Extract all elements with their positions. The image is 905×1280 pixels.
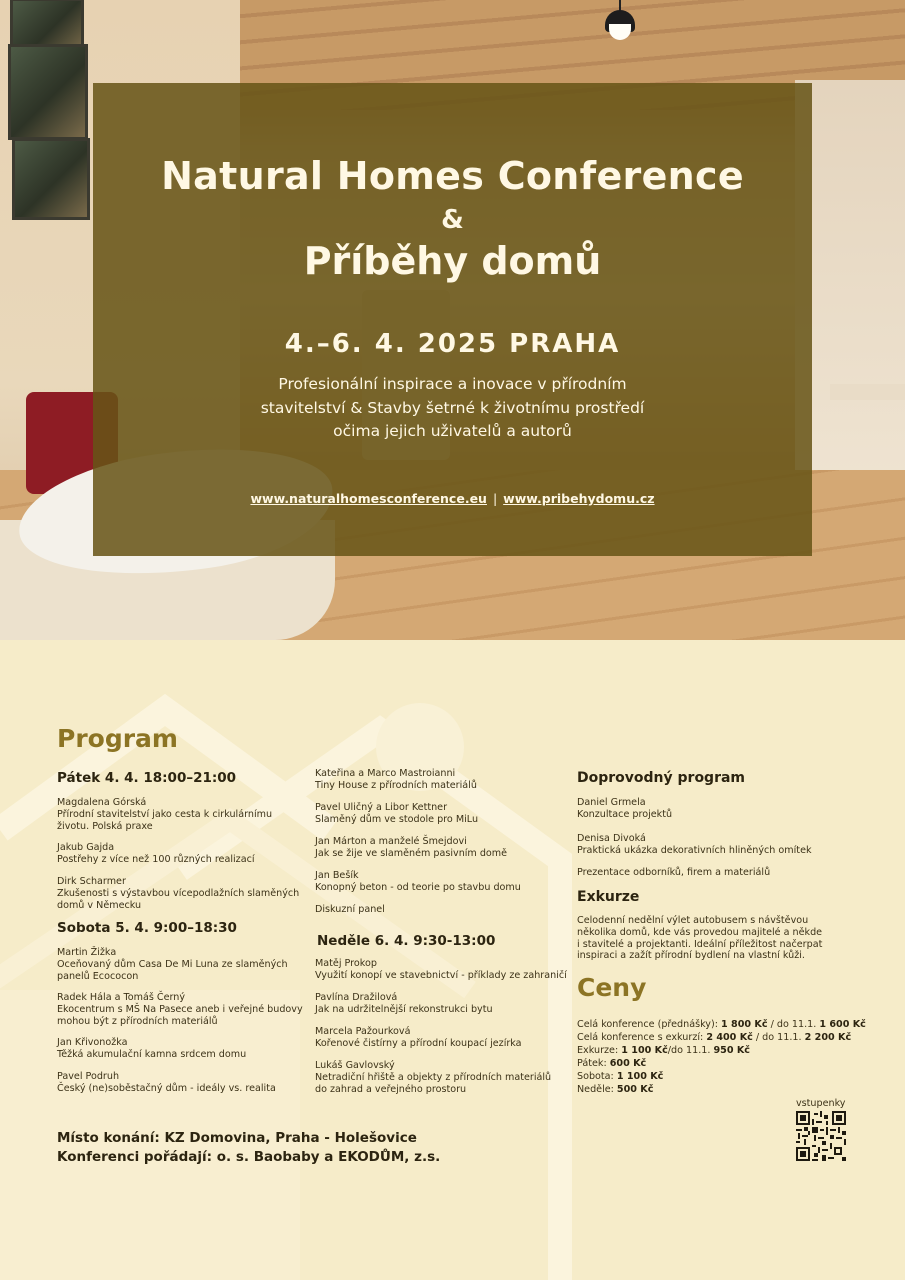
program-heading: Program	[57, 724, 178, 753]
program-entry	[57, 842, 255, 866]
qr-code-icon[interactable]	[796, 1111, 846, 1161]
talk-title: do zahrad a veřejného prostoru	[315, 1083, 467, 1095]
price-row: Exkurze: 1 100 Kč/do 11.1. 950 Kč	[577, 1045, 750, 1056]
accompanying-entry	[577, 867, 770, 879]
program-entry	[57, 797, 272, 832]
link-pribehydomu[interactable]: www.pribehydomu.cz	[503, 491, 655, 506]
talk-title: Zkušenosti s výstavbou vícepodlažních slaměných	[57, 887, 300, 899]
speaker-name: Jakub Gajda	[57, 842, 115, 853]
subtitle-line: očima jejich uživatelů a autorů	[333, 422, 572, 440]
price-row: Celá konference (přednášky): 1 800 Kč / do 11.1. 1 600 Kč	[577, 1019, 866, 1030]
program-entry	[315, 802, 478, 826]
talk-title: Konopný beton - od teorie po stavbu domu	[315, 881, 521, 893]
speaker-name: Daniel Grmela	[577, 797, 646, 808]
program-entry	[315, 836, 507, 860]
talk-title: Jak na udržitelnější rekonstrukci bytu	[315, 1003, 493, 1015]
speaker-name: Kateřina a Marco Mastroianni	[315, 768, 456, 779]
speaker-name: Matěj Prokop	[315, 958, 377, 969]
talk-title: Tiny House z přírodních materiálů	[315, 779, 477, 791]
subtitle-line: stavitelství & Stavby šetrné k životnímu prostředí	[260, 398, 645, 417]
organizers-info: Konferenci pořádají: o. s. Baobaby a EKODŮM, z.s.	[57, 1149, 441, 1165]
discussion-panel: Diskuzní panel	[315, 904, 385, 915]
talk-title: Využití konopí ve stavebnictví - příklady ze zahraničí	[315, 969, 567, 981]
talk-title: Český (ne)soběstačný dům - ideály vs. realita	[57, 1082, 276, 1094]
program-entry	[315, 1026, 522, 1050]
link-naturalhomesconference[interactable]: www.naturalhomesconference.eu	[250, 491, 487, 506]
talk-title: panelů Ecococon	[57, 970, 139, 982]
day-sunday: Neděle 6. 4. 9:30-13:00	[317, 933, 496, 949]
conference-title: Natural Homes Conference	[161, 154, 744, 198]
speaker-name: Jan Křivonožka	[57, 1037, 128, 1048]
activity-title: Praktická ukázka dekorativních hliněných omítek	[577, 844, 812, 856]
speaker-name: Denisa Divoká	[577, 833, 646, 844]
program-entry	[57, 947, 288, 982]
talk-title: Ekocentrum s MŠ Na Pasece aneb i veřejné budovy	[57, 1003, 303, 1015]
title-ampersand: &	[441, 205, 464, 235]
program-entry	[57, 1071, 276, 1095]
wall-painting	[8, 44, 88, 140]
speaker-name: Lukáš Gavlovský	[315, 1060, 395, 1071]
speaker-name: Jan Bešík	[315, 870, 359, 881]
price-row: Sobota: 1 100 Kč	[577, 1071, 664, 1082]
price-row: Neděle: 500 Kč	[577, 1084, 654, 1095]
talk-title: Postřehy z více než 100 různých realizací	[57, 853, 255, 865]
talk-title: mohou být z přírodních materiálů	[57, 1015, 218, 1027]
activity-title: Konzultace projektů	[577, 808, 673, 820]
day-saturday: Sobota 5. 4. 9:00–18:30	[57, 920, 237, 936]
wall-painting	[12, 138, 90, 220]
program-entry	[315, 768, 477, 792]
accompanying-program-heading: Doprovodný program	[577, 770, 746, 786]
talk-title: životu. Polská praxe	[57, 820, 153, 832]
talk-title: Netradiční hřiště a objekty z přírodních materiálů	[315, 1071, 552, 1083]
excursion-line: i stavitelé a projektanti. Ideální příležitost načerpat	[577, 938, 823, 950]
talk-title: Oceňovaný dům Casa De Mi Luna ze slaměných	[57, 958, 288, 970]
talk-title: Kořenové čistírny a přírodní koupací jezírka	[315, 1037, 522, 1049]
subtitle-line: Profesionální inspirace a inovace v přírodním	[278, 375, 627, 393]
excursion-text	[577, 915, 822, 962]
excursion-line: inspiraci a zažít přírodní bydlení na vlastní kůži.	[577, 950, 805, 962]
program-entry	[315, 992, 493, 1016]
speaker-name: Pavlína Dražilová	[315, 992, 398, 1003]
program-entry	[57, 1037, 246, 1061]
presentation-note: Prezentace odborníků, firem a materiálů	[577, 867, 771, 878]
price-row: Pátek: 600 Kč	[577, 1058, 647, 1069]
price-row: Celá konference s exkurzí: 2 400 Kč / do 11.1. 2 200 Kč	[577, 1032, 852, 1043]
accompanying-entry	[577, 797, 672, 821]
event-date-place: 4.–6. 4. 2025 PRAHA	[284, 329, 621, 359]
speaker-name: Marcela Pažourková	[315, 1026, 411, 1037]
speaker-name: Dirk Scharmer	[57, 876, 126, 887]
speaker-name: Magdalena Górská	[57, 797, 147, 808]
speaker-name: Pavel Podruh	[57, 1071, 120, 1082]
talk-title: Přírodní stavitelství jako cesta k cirkulárnímu	[57, 808, 273, 820]
prices-heading: Ceny	[577, 973, 647, 1002]
speaker-name: Pavel Uličný a Libor Kettner	[315, 802, 448, 813]
talk-title: Slaměný dům ve stodole pro MiLu	[315, 813, 479, 825]
day-friday: Pátek 4. 4. 18:00–21:00	[57, 770, 237, 786]
program-entry	[57, 992, 303, 1027]
excursion-line: několika domů, kde vás provedou majitelé a někde	[577, 926, 823, 938]
secondary-title: Příběhy domů	[303, 239, 602, 283]
excursion-line: Celodenní nedělní výlet autobusem s návštěvou	[577, 915, 809, 926]
pendant-lamp-icon	[603, 0, 637, 40]
excursion-heading: Exkurze	[577, 889, 640, 905]
program-entry	[315, 1060, 551, 1095]
talk-title: domů v Německu	[57, 899, 142, 911]
accompanying-entry	[577, 833, 812, 857]
program-entry	[315, 958, 567, 982]
event-subtitle	[93, 373, 812, 444]
program-entry	[315, 870, 521, 894]
speaker-name: Radek Hála a Tomáš Černý	[57, 992, 186, 1003]
venue-info: Místo konání: KZ Domovina, Praha - Holešovice	[57, 1130, 417, 1146]
program-entry	[57, 876, 299, 911]
website-links	[93, 491, 812, 506]
link-separator: |	[492, 491, 498, 506]
speaker-name: Jan Márton a manželé Šmejdovi	[315, 836, 467, 847]
side-table	[830, 384, 905, 400]
talk-title: Těžká akumulační kamna srdcem domu	[57, 1048, 247, 1060]
talk-title: Jak se žije ve slaměném pasivním domě	[315, 847, 508, 859]
speaker-name: Martin Žižka	[57, 947, 117, 958]
tickets-label: vstupenky	[796, 1098, 846, 1109]
